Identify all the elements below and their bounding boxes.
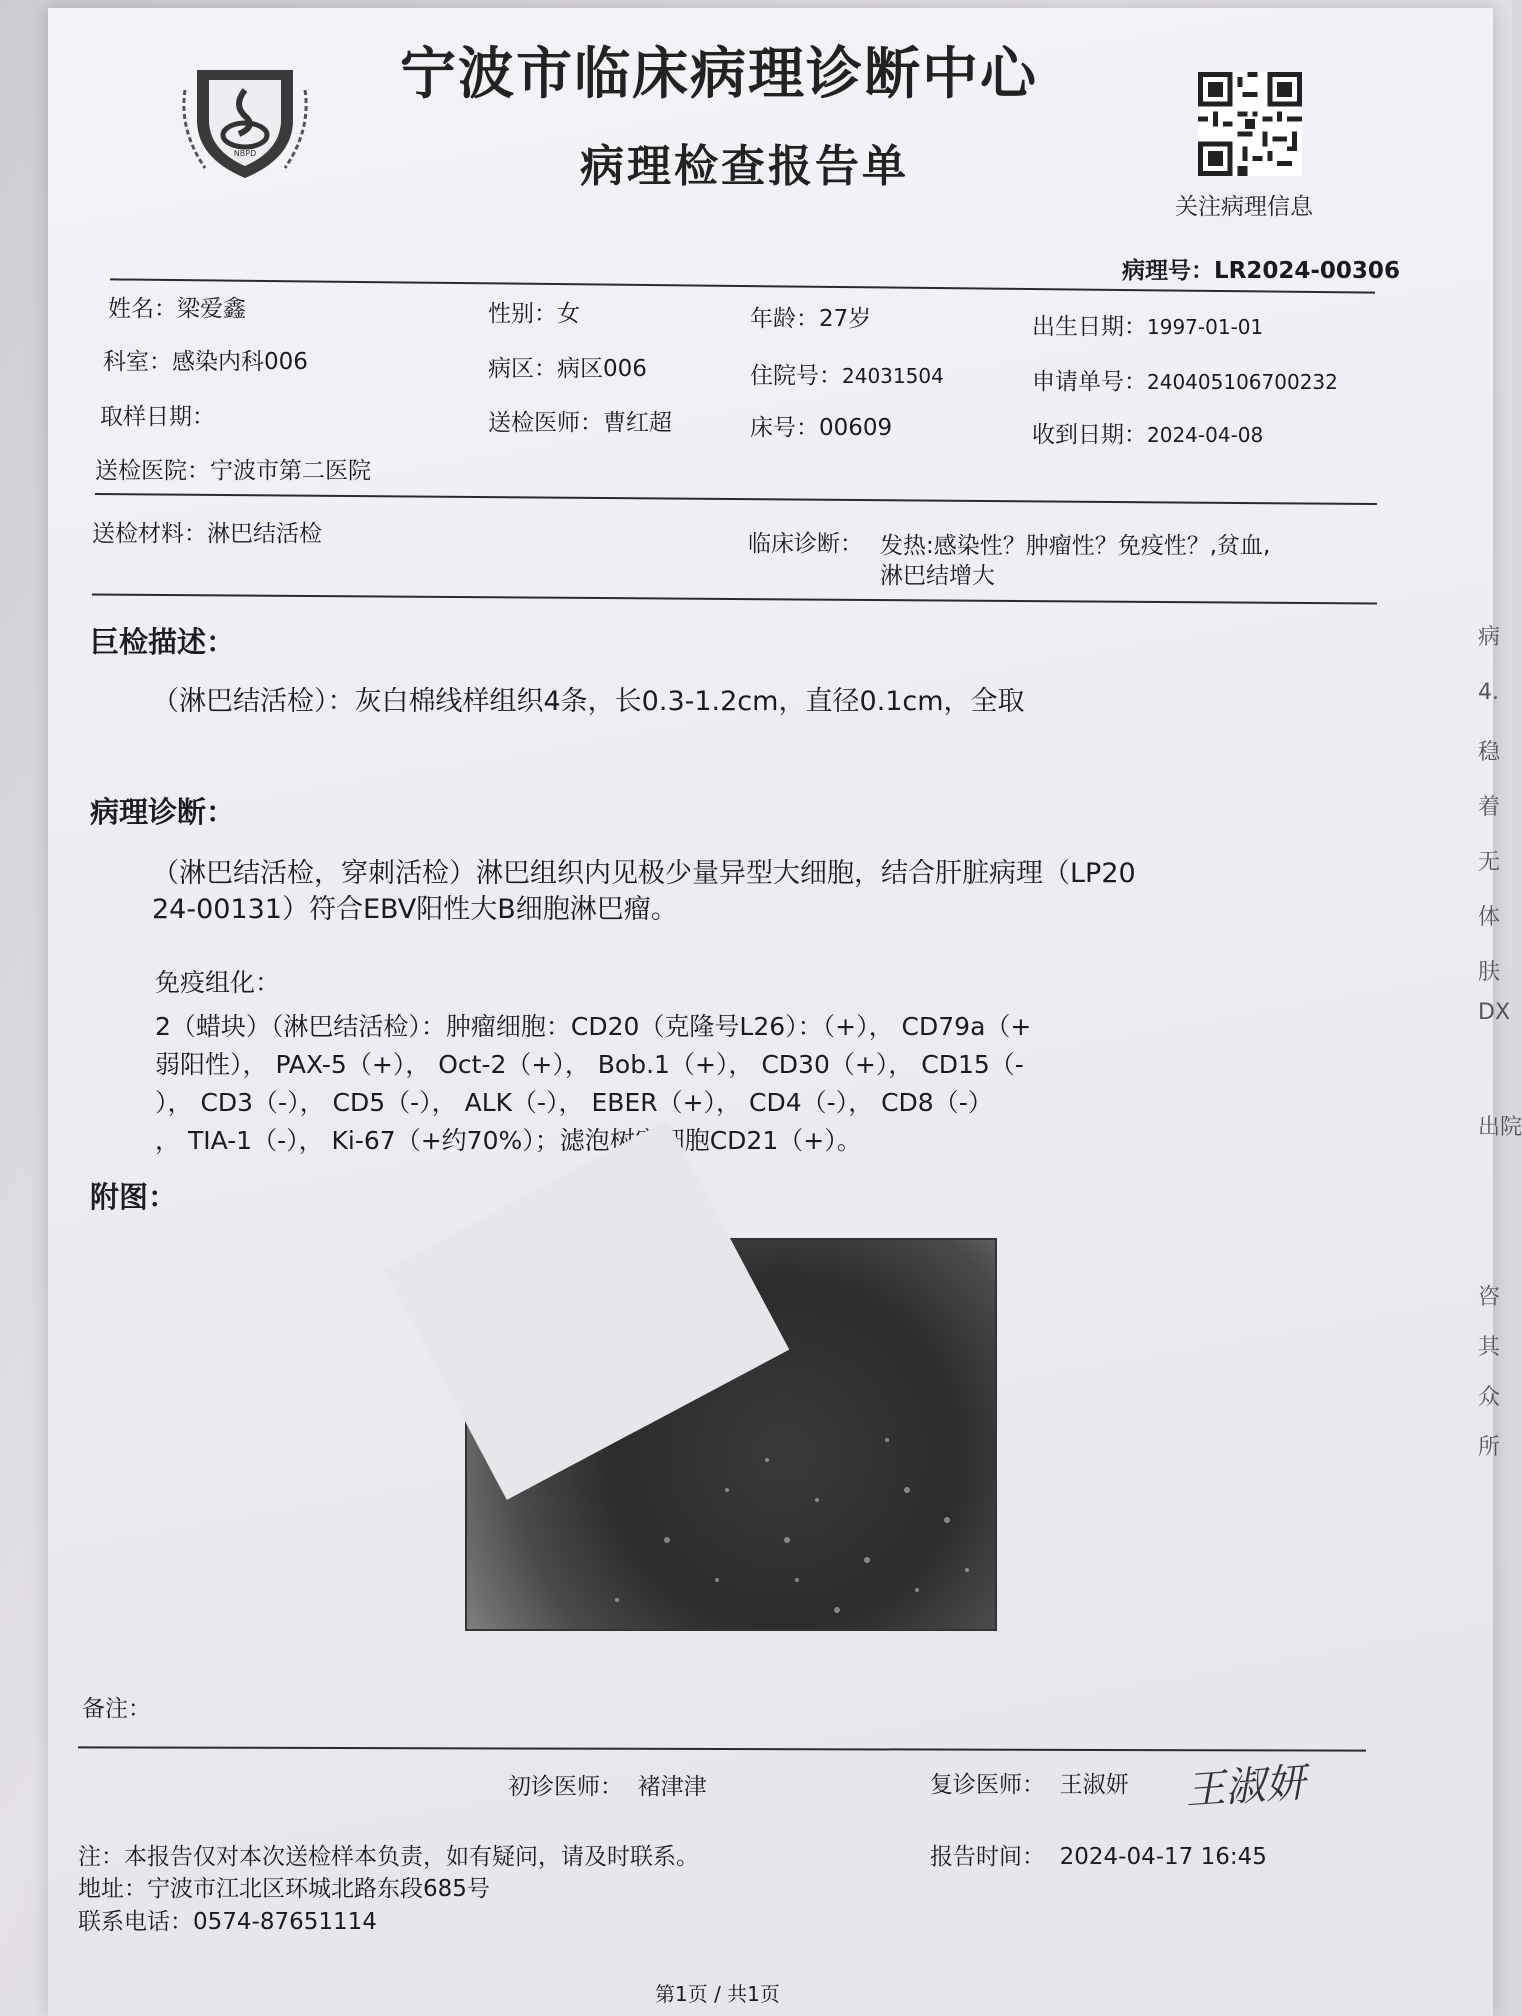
initial-doctor-label: 初诊医师： — [508, 1774, 623, 1800]
bed-label: 床号： — [750, 415, 819, 441]
footer-address: 地址：宁波市江北区环城北路东段685号 — [78, 1876, 490, 1902]
edge-fragment: 无 — [1478, 850, 1501, 875]
edge-fragment: 所 — [1478, 1435, 1501, 1460]
patient-gender: 性别：女 — [488, 301, 580, 327]
clinical-diagnosis-line1: 发热:感染性？肿瘤性？免疫性？,贫血, — [880, 533, 1271, 559]
initial-doctor — [508, 1768, 707, 1801]
handwritten-signature: 王淑妍 — [1183, 1759, 1307, 1815]
request-label: 申请单号： — [1032, 369, 1147, 395]
submitting-hospital: 送检医院：宁波市第二医院 — [95, 458, 371, 484]
admission-number — [750, 357, 944, 390]
ihc-line4: ， TIA-1（-）， Ki-67（+约70%）；滤泡树突细胞CD21（+）。 — [155, 1126, 862, 1155]
birth-value: 1997-01-01 — [1147, 315, 1264, 339]
received-value: 2024-04-08 — [1147, 423, 1264, 447]
bed-number — [750, 409, 892, 442]
patient-name: 姓名：梁爱鑫 — [108, 296, 246, 322]
review-doctor — [930, 1766, 1129, 1799]
gross-text: （淋巴结活检）：灰白棉线样组织4条，长0.3-1.2cm，直径0.1cm，全取 — [152, 686, 1025, 717]
edge-fragment: 其 — [1478, 1335, 1501, 1360]
micrograph-image — [465, 1238, 997, 1631]
submitting-doctor: 送检医师：曹红超 — [488, 410, 672, 436]
review-doctor-name: 王淑妍 — [1059, 1772, 1129, 1798]
request-number — [1032, 363, 1338, 396]
edge-fragment: 4. — [1478, 680, 1499, 705]
attachment-heading: 附图： — [90, 1180, 178, 1214]
edge-fragment: 出院 — [1478, 1115, 1522, 1140]
micrograph-texture — [467, 1240, 999, 1633]
received-label: 收到日期： — [1032, 422, 1147, 448]
edge-fragment: 稳 — [1478, 740, 1501, 765]
center-logo — [175, 50, 315, 185]
clinical-diagnosis-label: 临床诊断： — [748, 531, 863, 557]
birth-label: 出生日期： — [1032, 314, 1147, 340]
request-value: 240405106700232 — [1147, 370, 1338, 394]
report-time-value: 2024-04-17 16:45 — [1059, 1844, 1267, 1870]
qr-code — [1198, 72, 1302, 176]
bed-value: 00609 — [819, 415, 893, 441]
admission-value: 24031504 — [842, 364, 944, 388]
admission-label: 住院号： — [750, 363, 842, 389]
sample-date: 取样日期： — [100, 404, 215, 430]
specimen-material: 送检材料：淋巴结活检 — [92, 521, 322, 547]
edge-fragment: 众 — [1478, 1385, 1501, 1410]
edge-fragment: 咨 — [1478, 1285, 1501, 1310]
diagnosis-line1: （淋巴结活检，穿刺活检）淋巴组织内见极少量异型大细胞，结合肝脏病理（LP20 — [152, 858, 1136, 889]
review-doctor-label: 复诊医师： — [930, 1772, 1045, 1798]
received-date — [1032, 416, 1263, 449]
page-number: 第1页 / 共1页 — [655, 1982, 780, 2006]
edge-fragment: 体 — [1478, 905, 1501, 930]
ihc-line3: ）， CD3（-）， CD5（-）， ALK（-）， EBER（+）， CD4（-）， CD8（-） — [155, 1088, 993, 1117]
pathology-number: 病理号：LR2024-00306 — [1122, 258, 1400, 284]
edge-fragment: 肤 — [1478, 960, 1501, 985]
edge-fragment: 病 — [1478, 625, 1501, 650]
footer-note: 注：本报告仅对本次送检样本负责，如有疑问，请及时联系。 — [78, 1844, 699, 1870]
clinical-diagnosis-line2: 淋巴结增大 — [880, 563, 995, 589]
ihc-line2: 弱阳性）， PAX-5（+）， Oct-2（+）， Bob.1（+）， CD30（+）， CD15（- — [155, 1050, 1024, 1079]
ward: 病区：病区006 — [488, 356, 647, 382]
edge-fragment: 着 — [1478, 795, 1501, 820]
report-time-label: 报告时间： — [930, 1844, 1045, 1870]
remarks-label: 备注： — [82, 1696, 151, 1722]
edge-fragment: DX — [1478, 1000, 1511, 1025]
report-time — [930, 1838, 1267, 1871]
ihc-line1: 2（蜡块）（淋巴结活检）：肿瘤细胞：CD20（克隆号L26）：（+）， CD79a（+ — [155, 1012, 1032, 1041]
initial-doctor-name: 褚津津 — [637, 1774, 707, 1800]
gross-heading: 巨检描述： — [90, 625, 236, 659]
center-name: 宁波市临床病理诊断中心 — [400, 41, 1038, 107]
diagnosis-line2: 24-00131）符合EBV阳性大B细胞淋巴瘤。 — [152, 894, 678, 925]
svg-text:NBPD: NBPD — [233, 149, 257, 158]
report-title: 病理检查报告单 — [580, 141, 909, 192]
department: 科室：感染内科006 — [103, 349, 308, 375]
ihc-heading: 免疫组化： — [155, 968, 281, 997]
patient-age: 年龄：27岁 — [750, 306, 872, 332]
footer-phone: 联系电话：0574-87651114 — [78, 1909, 377, 1935]
diagnosis-heading: 病理诊断： — [90, 795, 236, 829]
birth-date — [1032, 308, 1263, 341]
qr-caption: 关注病理信息 — [1175, 194, 1313, 220]
